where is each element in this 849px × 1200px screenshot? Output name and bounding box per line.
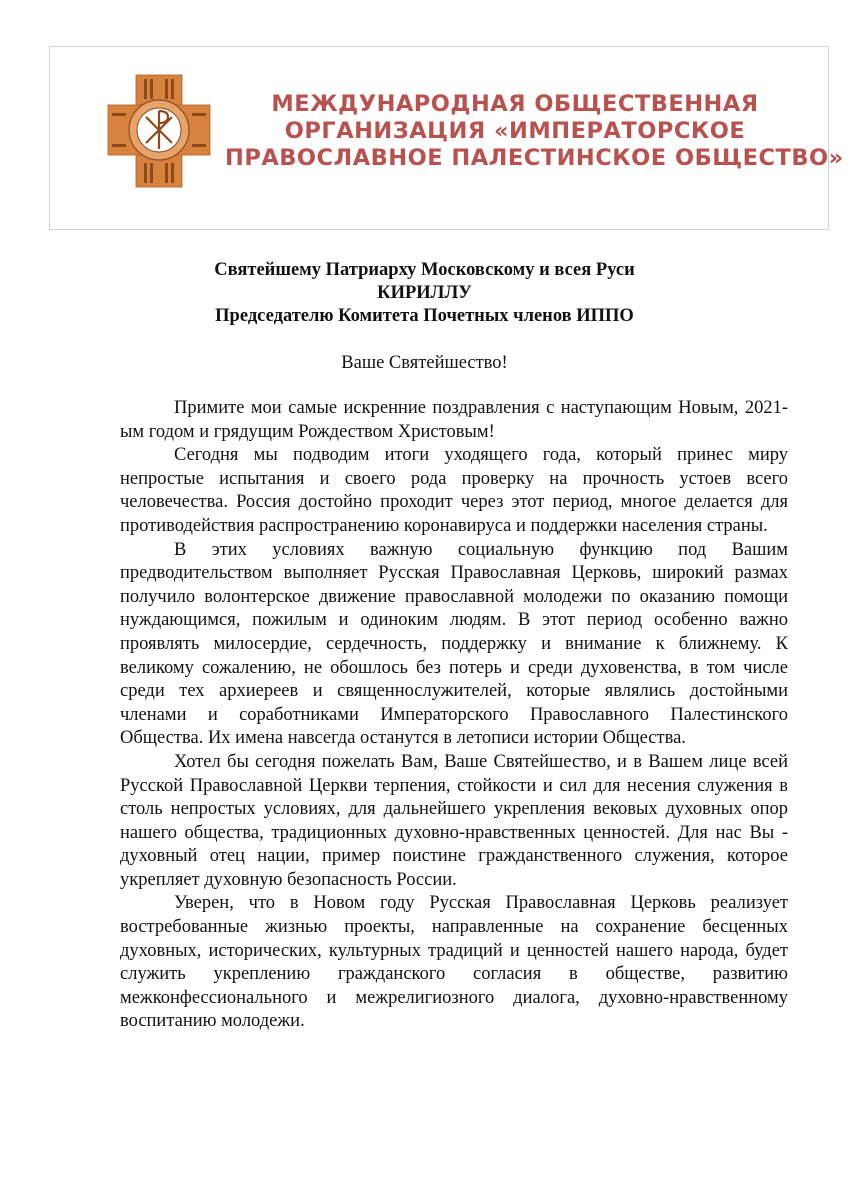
paragraph: Уверен, что в Новом году Русская Православная Церковь реализует востребованные жизнью проекты, направленные на сохранение бесценных духовных, исторических, культурных традиций и ценностей нашего народа, будет служить укреплению гражданского согласия в обществе, развитию межконфессионального и межрелигиозного диалога, духовно-нравственному воспитанию молодежи. <box>120 893 788 1032</box>
paragraph: Хотел бы сегодня пожелать Вам, Ваше Святейшество, и в Вашем лице всей Русской Православной Церкви терпения, стойкости и сил для несения служения в столь непростых условиях, для дальнейшего укрепления вековых духовных опор нашего общества, традиционных духовно-нравственных ценностей. Для нас Вы - духовный отец нации, пример поистине гражданственного служения, которое укрепляет духовную безопасность России. <box>120 751 788 890</box>
organization-name-line: ПРАВОСЛАВНОЕ ПАЛЕСТИНСКОЕ ОБЩЕСТВО» <box>225 145 844 171</box>
organization-name-line: МЕЖДУНАРОДНАЯ ОБЩЕСТВЕННАЯ <box>271 91 759 117</box>
addressee-name: КИРИЛЛУ <box>377 283 472 303</box>
paragraph: В этих условиях важную социальную функцию под Вашим предводительством выполняет Русская Православная Церковь, широкий размах получило волонтерское движение православной молодежи по оказанию помощи нуждающимся, пожилым и одиноким людям. В этот период особенно важно проявлять милосердие, сердечность, поддержку и внимание к ближнему. К великому сожалению, не обошлось без потерь и среди духовенства, в том числе среди тех архиереев и священнослужителей, которые являлись достойными членами и соработниками Императорского Православного Палестинского Общества. Их имена навсегда останутся в летописи истории Общества. <box>120 539 788 749</box>
letter-body <box>120 397 788 1034</box>
organization-name <box>225 91 844 172</box>
salutation: Ваше Святейшество! <box>341 353 508 373</box>
chi-rho-cross-emblem-icon <box>106 73 212 189</box>
paragraph: Сегодня мы подводим итоги уходящего года, который принес миру непростые испытания и своего рода проверку на прочность устоев всего человечества. Россия достойно проходит через этот период, многое делается для противодействия распространению коронавируса и поддержки населения страны. <box>120 445 788 536</box>
letterhead <box>49 46 844 230</box>
addressee-title: Святейшему Патриарху Московскому и всея Руси <box>214 260 635 280</box>
paragraph: Примите мои самые искренние поздравления с наступающим Новым, 2021-ым годом и грядущим Рождеством Христовым! <box>120 398 788 442</box>
addressee-block <box>0 259 849 328</box>
addressee-position: Председателю Комитета Почетных членов ИППО <box>215 306 634 326</box>
organization-name-line: ОРГАНИЗАЦИЯ «ИМПЕРАТОРСКОЕ <box>284 118 746 144</box>
